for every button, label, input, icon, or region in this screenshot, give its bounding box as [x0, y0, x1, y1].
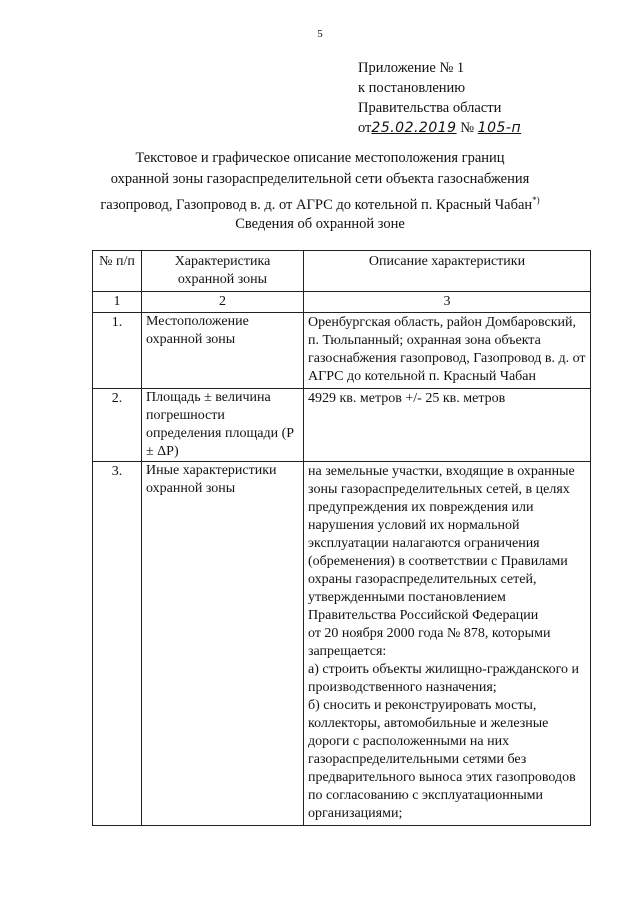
page-number: 5 — [317, 28, 323, 40]
column-number: 3 — [304, 292, 591, 313]
number-prefix: № — [460, 120, 475, 136]
title-line-1: Текстовое и графическое описание местоположения границ — [135, 150, 505, 166]
row-number: 1. — [93, 313, 142, 389]
row-characteristic: Площадь ± величина погрешности определения площади (Р ± ΔР) — [142, 389, 304, 462]
section-subtitle: Сведения об охранной зоне — [235, 216, 405, 232]
column-number: 2 — [142, 292, 304, 313]
title-line-3-text: газопровод, Газопровод в. д. от АГРС до котельной п. Красный Чабан — [100, 196, 533, 213]
header-number: № п/п — [93, 251, 142, 292]
table-header-row — [93, 251, 591, 292]
row-description — [304, 389, 591, 462]
table-row — [93, 313, 591, 389]
row-description — [304, 462, 591, 826]
description-paragraph: б) сносить и реконструировать мосты, коллекторы, автомобильные и железные дороги с расположенными на них газораспределительными сетями без предварительного выноса этих газопроводов по согласованию с эксплуатационными организациями; — [308, 698, 576, 821]
appendix-block — [358, 58, 521, 138]
appendix-resolution: к постановлению — [358, 80, 466, 96]
description-paragraph: от 20 ноября 2000 года № 878, которыми запрещается: — [308, 626, 551, 659]
title-line-2: охранной зоны газораспределительной сети объекта газоснабжения — [110, 171, 530, 187]
table-row — [93, 389, 591, 462]
description-paragraph: на земельные участки, входящие в охранные зоны газораспределительных сетей, в целях предупреждения их повреждения или нарушения условий их нормальной эксплуатации налагаются ограничения (обременения) в соответствии с Правилами охраны газораспределительных сетей, утвержденными постановлением Правительства Российской Федерации — [308, 464, 575, 623]
table-row — [93, 462, 591, 826]
row-characteristic: Местоположение охранной зоны — [142, 313, 304, 389]
appendix-title: Приложение № 1 — [358, 60, 465, 76]
protection-zone-table — [92, 250, 591, 826]
footnote-mark: *) — [532, 195, 540, 205]
description-paragraph: 4929 кв. метров +/- 25 кв. метров — [308, 391, 506, 406]
date-prefix: от — [358, 120, 372, 136]
number-value: 105-п — [477, 120, 522, 136]
appendix-government: Правительства области — [358, 100, 502, 116]
appendix-date-line — [358, 118, 521, 138]
description-paragraph: Оренбургская область, район Домбаровский, п. Тюльпанный; охранная зона объекта газоснабжения газопровод, Газопровод в. д. от АГРС до котельной п. Красный Чабан — [308, 315, 586, 384]
title-line-3 — [0, 190, 640, 216]
header-description: Описание характеристики — [304, 251, 591, 292]
column-number: 1 — [93, 292, 142, 313]
column-number-row — [93, 292, 591, 313]
row-description — [304, 313, 591, 389]
row-number: 2. — [93, 389, 142, 462]
date-value: 25.02.2019 — [371, 120, 457, 136]
row-number: 3. — [93, 462, 142, 826]
description-paragraph: а) строить объекты жилищно-гражданского и производственного назначения; — [308, 662, 579, 695]
document-title — [0, 148, 640, 216]
header-characteristic: Характеристика охранной зоны — [142, 251, 304, 292]
row-characteristic: Иные характеристики охранной зоны — [142, 462, 304, 826]
